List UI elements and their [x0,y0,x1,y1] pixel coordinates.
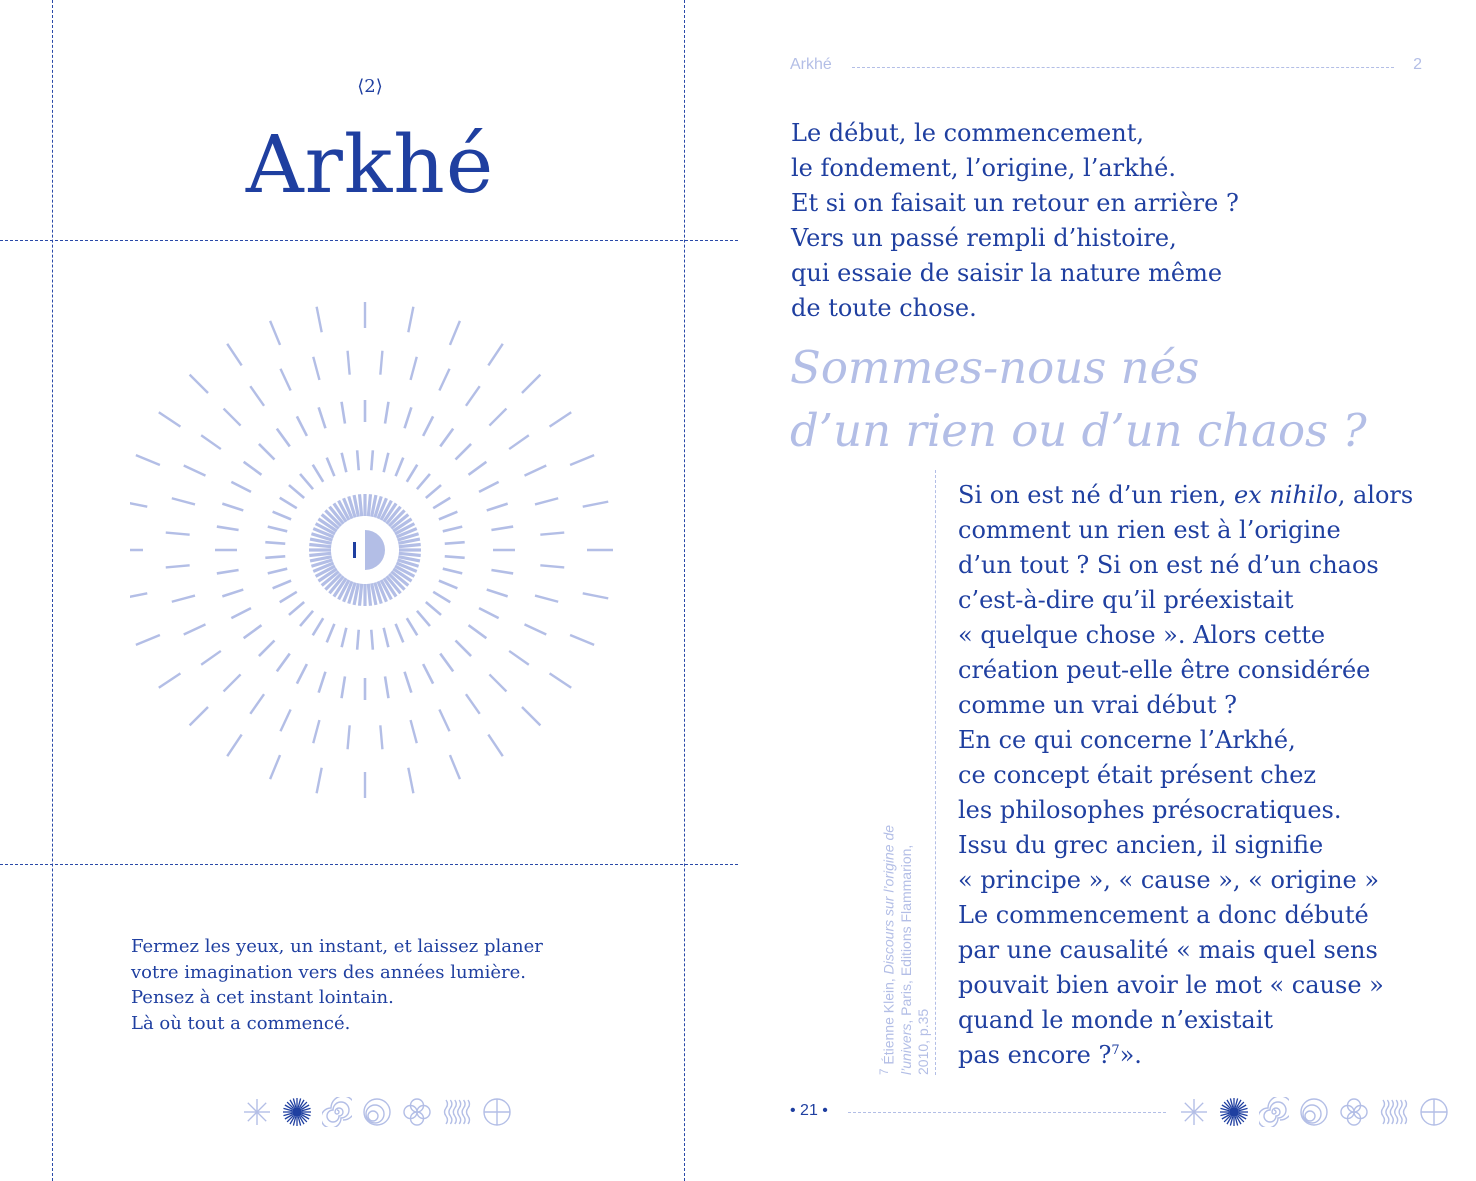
body-line: comme un vrai début ? [958,691,1237,719]
sunburst-ray [443,569,462,574]
symbol-row-right [1179,1097,1449,1127]
sunburst-ray [550,673,572,687]
sunburst-ray [227,735,241,757]
sunburst-ray [540,533,564,535]
body-line: comment un rien est à l’origine [958,516,1341,544]
sunburst-ray [426,602,441,615]
sunburst-ray [440,429,453,447]
sunburst-ray [357,450,359,470]
sunburst-ray [268,569,287,574]
sunburst-ray [491,527,513,530]
body-line: d’un tout ? Si on est né d’un chaos [958,551,1379,579]
guide-horizontal-bottom [0,864,738,865]
wave-lines-icon [442,1097,472,1127]
sunburst-ray [380,351,382,375]
running-title: Arkhé [790,56,832,73]
sunburst-ray [384,628,389,647]
sunburst-ray [540,565,564,567]
sunburst-ray [319,407,326,428]
sunburst-ray [166,533,190,535]
sunburst-ray [433,592,450,602]
sunburst-ray [399,545,421,547]
sunburst-ray [368,584,370,606]
sunburst-ray [224,409,241,426]
sunburst-illustration [130,300,620,810]
sunburst-ray [583,502,609,507]
sunburst-ray [231,482,251,492]
sunburst-ray [313,720,319,743]
guide-vertical-gutter [684,0,685,1181]
sunburst-ray [522,707,540,725]
sunburst-ray [445,542,465,544]
sunburst-ray [342,402,345,424]
sunburst-ray [268,527,287,532]
sunburst-ray [509,435,529,449]
sunburst-ray [488,735,502,757]
sunburst-ray [535,596,558,602]
sunburst-ray [384,453,389,472]
sunburst-ray [313,465,323,482]
sunburst-ray [190,375,208,393]
lead-paragraph: Le début, le commencement, le fondement, l’origine, l’arkhé. Et si on faisait un retour en arrière ? Vers un passé rempli d’histoire, qui essaie de saisir la nature même de toute chose. [791,119,1239,322]
sunburst-ray [273,512,291,520]
sunburst-ray [491,570,513,573]
sunburst-ray [270,755,280,779]
guide-vertical-left [52,0,53,1181]
sunburst-ray [360,494,362,516]
footnote [876,810,932,1075]
body-paragraph [958,478,1413,1073]
sunburst-core-mark [353,542,356,558]
footnote-marker: 7 [878,1068,891,1075]
sunburst-ray [479,482,499,492]
sunburst-ray [280,369,290,391]
spiral-icon [322,1097,352,1127]
sunburst-ray [259,444,275,460]
body-line: quand le monde n’existait [958,1006,1274,1034]
sunburst-ray [439,369,449,391]
quatrefoil-icon [402,1097,432,1127]
sunburst-ray [489,674,506,691]
sunburst-ray [277,429,290,447]
body-line: « quelque chose ». Alors cette [958,621,1326,649]
sunburst-ray [265,542,285,544]
sunburst-ray [417,474,430,489]
sunburst-ray [456,444,472,460]
sunburst-ray [250,386,264,406]
sunburst-ray [396,458,404,476]
sunburst-ray [396,624,404,642]
sunburst-ray [535,498,558,504]
sunburst-ray [466,694,480,714]
nested-circles-icon [362,1097,392,1127]
footnote-reference: 7 [1111,1043,1120,1058]
sunburst-ray [159,673,181,687]
intro-text: Fermez les yeux, un instant, et laissez planer votre imagination vers des années lumière. Pensez à cet instant lointain. Là où tout a commencé. [131,936,543,1034]
sunburst-ray [411,720,417,743]
sunburst-ray [423,664,433,684]
sunburst-ray [231,608,251,618]
sunburst-ray [277,654,290,672]
sunburst-ray [280,498,297,508]
wave-lines-icon [1379,1097,1409,1127]
sunburst-ray [525,465,547,475]
body-line: ce concept était présent chez [958,761,1317,789]
sunburst-ray [166,565,190,567]
sunburst-ray [488,344,502,366]
sunburst-core [365,530,385,570]
sunburst-ray [417,611,430,626]
sunburst-ray [450,755,460,779]
sunburst-ray [405,672,412,693]
sunburst-ray [259,641,275,657]
sunburst-ray [190,707,208,725]
sunburst-ray [407,618,417,635]
body-line: En ce qui concerne l’Arkhé, [958,726,1296,754]
sunburst-ray [319,672,326,693]
sunburst-ray [130,502,147,507]
sunburst-ray [327,458,335,476]
sunburst-ray [217,570,239,573]
sunburst-ray [450,321,460,345]
sunburst-ray [300,474,313,489]
sunburst-ray [466,386,480,406]
symbol-row-left [242,1097,512,1127]
sunburst-ray [371,450,373,470]
sunburst-ray [224,674,241,691]
sunburst-ray [423,416,433,436]
sunburst-ray [522,375,540,393]
footnote-title: Discours sur l’origine de l’univers [880,824,914,1075]
sunburst-ray [426,485,441,498]
sunburst-ray [313,618,323,635]
sunburst-ray [525,624,547,634]
sunburst-ray [456,641,472,657]
sunburst-ray [270,321,280,345]
sunburst-ray [439,581,457,589]
body-line: les philosophes présocratiques. [958,796,1342,824]
sunburst-ray [201,651,221,665]
sunburst-ray [317,768,322,794]
sunburst-ray [201,435,221,449]
sunburst-ray [342,628,347,647]
sidenote-rule [935,470,936,1075]
sunburst-ray [509,651,529,665]
sunburst-ray [385,402,388,424]
sunburst-ray [371,630,373,650]
sunburst-ray [411,357,417,380]
sunburst-ray [469,625,487,638]
guide-horizontal-top [0,240,738,241]
body-line: par une causalité « mais quel sens [958,936,1378,964]
body-line: pouvait bien avoir le mot « cause » [958,971,1384,999]
sunburst-ray [244,625,262,638]
sunburst-ray [136,635,160,645]
sunburst-ray [469,462,487,475]
sunburst-ray [408,307,413,333]
sunburst-ray [368,494,370,516]
body-line: Issu du grec ancien, il signifie [958,831,1324,859]
sunburst-ray [309,553,331,555]
sunburst-ray [348,725,350,749]
sunburst-ray [433,498,450,508]
sunburst-ray [487,590,508,597]
body-line: Si on est né d’un rien, ex nihilo, alors [958,481,1414,509]
chapter-number: ⟨2⟩ [357,76,383,97]
sunburst-ray [399,553,421,555]
sunburst-ray [136,455,160,465]
globe-icon [1419,1097,1449,1127]
sunburst-ray [380,725,382,749]
asterisk-burst-icon [242,1097,272,1127]
sunburst-ray [227,344,241,366]
body-line: pas encore ?$^7$». [958,1041,1142,1069]
sunburst-ray [222,590,243,597]
footnote-author: Étienne Klein, [880,974,897,1069]
nested-circles-icon [1299,1097,1329,1127]
globe-icon [482,1097,512,1127]
sunburst-ray [317,307,322,333]
sunburst-ray [217,527,239,530]
spiral-icon [1259,1097,1289,1127]
sunburst-ray [280,710,290,732]
chapter-title: Arkhé [245,118,495,211]
sunburst-ray [297,664,307,684]
asterisk-burst-icon [1179,1097,1209,1127]
sunburst-ray [289,602,304,615]
sunburst-ray [265,556,285,558]
sunburst-ray [244,462,262,475]
sunburst-ray [172,596,195,602]
sunburst-ray [583,593,609,598]
sunburst-ray [184,624,206,634]
running-page-number: 2 [1413,56,1422,73]
sunburst-ray [439,710,449,732]
sunburst-ray [357,630,359,650]
sunburst-ray [489,409,506,426]
sunburst-ray [407,465,417,482]
sunburst-ray [342,453,347,472]
sunburst-ray [570,455,594,465]
sunburst-ray [360,584,362,606]
body-line: création peut-elle être considérée [958,656,1371,684]
sunburst-ray [487,504,508,511]
body-line: Le commencement a donc débuté [958,901,1369,929]
sunburst-ray [130,593,147,598]
sunburst-ray [250,694,264,714]
sunburst-ray [385,676,388,698]
sunburst-ray [327,624,335,642]
footnote-details: , Paris, Editions Flammarion, 2010, p.35 [897,844,931,1075]
sunburst-ray [289,485,304,498]
sunburst-ray [405,407,412,428]
sunburst-ray [309,545,331,547]
sunburst-ray [342,676,345,698]
running-header-rule [852,67,1394,68]
sunburst-ray [479,608,499,618]
sunburst-ray [184,465,206,475]
sunburst-ray [297,416,307,436]
sunburst-ray [348,351,350,375]
sunburst-ray [550,412,572,426]
sunburst-ray [439,512,457,520]
sunburst-ray [440,654,453,672]
body-line: « principe », « cause », « origine » [958,866,1380,894]
sunburst-ray [570,635,594,645]
sunburst-ray [445,556,465,558]
running-header [790,56,1422,78]
sunburst-ray [159,412,181,426]
folio-rule [848,1112,1166,1113]
sunburst-ray [300,611,313,626]
sunburst-ray [172,498,195,504]
sunburst-icon [1219,1097,1249,1127]
body-line: c’est-à-dire qu’il préexistait [958,586,1294,614]
quatrefoil-icon [1339,1097,1369,1127]
pull-question: Sommes-nous nés d’un rien ou d’un chaos ? [790,341,1367,457]
page-folio: • 21 • [790,1102,828,1119]
sunburst-icon [282,1097,312,1127]
sunburst-ray [222,504,243,511]
sunburst-ray [313,357,319,380]
sunburst-ray [408,768,413,794]
sunburst-ray [280,592,297,602]
sunburst-ray [443,527,462,532]
sunburst-ray [273,581,291,589]
